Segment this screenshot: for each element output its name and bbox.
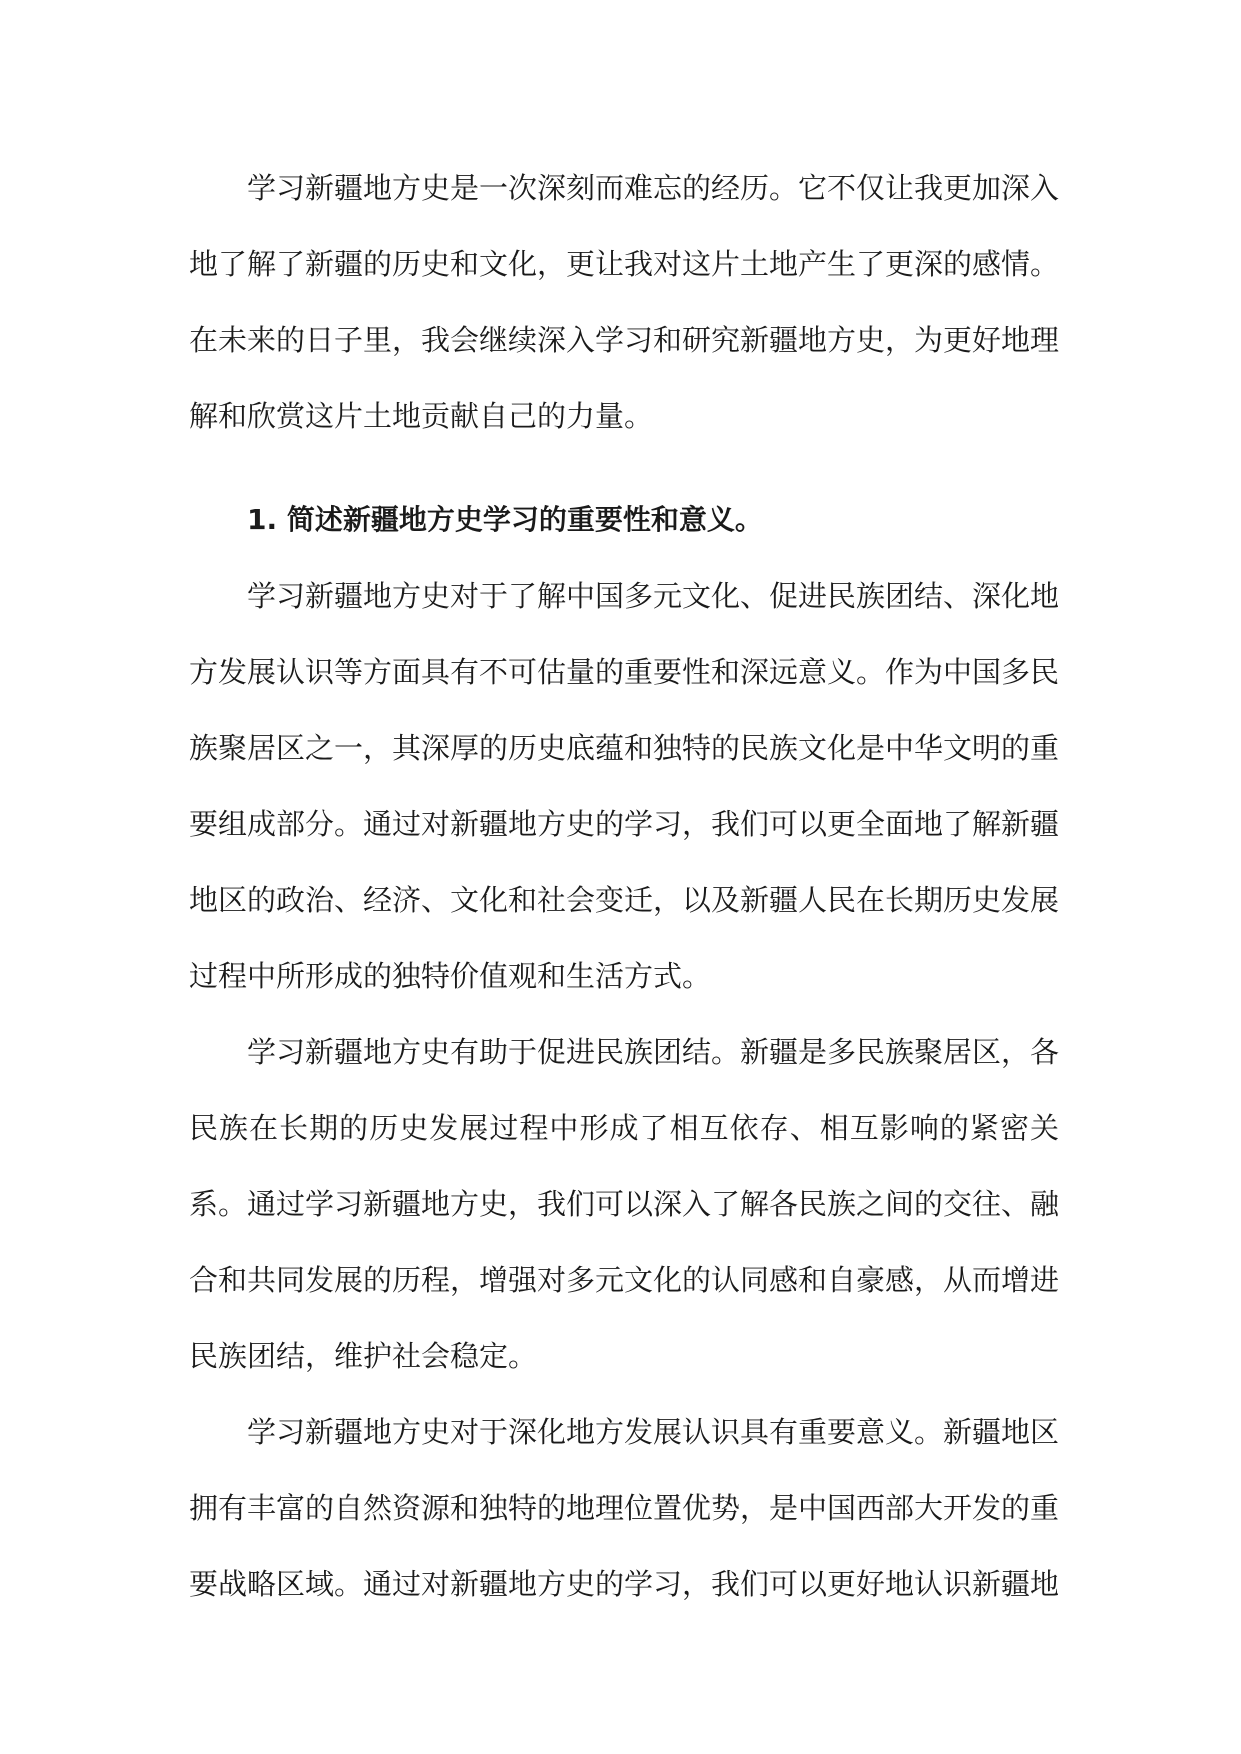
paragraph-local-development: 学习新疆地方史对于深化地方发展认识具有重要意义。新疆地区拥有丰富的自然资源和独特的地理位置优势，是中国西部大开发的重要战略区域。通过对新疆地方史的学习，我们可以更好地认识新疆地 <box>189 1415 1060 1601</box>
paragraph-conclusion: 学习新疆地方史是一次深刻而难忘的经历。它不仅让我更加深入地了解了新疆的历史和文化，更让我对这片土地产生了更深的感情。在未来的日子里，我会继续深入学习和研究新疆地方史，为更好地理解和欣赏这片土地贡献自己的力量。 <box>189 171 1060 433</box>
section-heading: 1. 简述新疆地方史学习的重要性和意义。 <box>247 503 763 536</box>
paragraph-ethnic-unity: 学习新疆地方史有助于促进民族团结。新疆是多民族聚居区，各民族在长期的历史发展过程中形成了相互依存、相互影响的紧密关系。通过学习新疆地方史，我们可以深入了解各民族之间的交往、融合和共同发展的历程，增强对多元文化的认同感和自豪感，从而增进民族团结，维护社会稳定。 <box>189 1035 1060 1373</box>
document-body <box>189 150 1059 1622</box>
paragraph-importance: 学习新疆地方史对于了解中国多元文化、促进民族团结、深化地方发展认识等方面具有不可估量的重要性和深远意义。作为中国多民族聚居区之一，其深厚的历史底蕴和独特的民族文化是中华文明的重要组成部分。通过对新疆地方史的学习，我们可以更全面地了解新疆地区的政治、经济、文化和社会变迁，以及新疆人民在长期历史发展过程中所形成的独特价值观和生活方式。 <box>189 579 1060 993</box>
